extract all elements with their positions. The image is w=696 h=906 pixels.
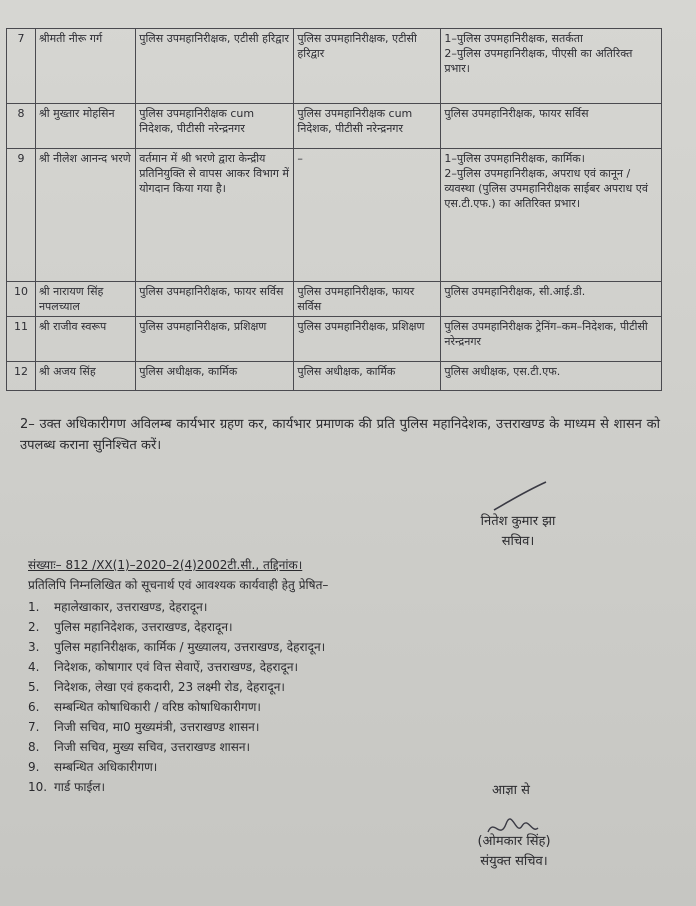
additional-charge-cell (441, 362, 662, 391)
officer-name-cell: श्री राजीव स्वरूप (35, 317, 135, 362)
additional-charge-line: पुलिस उपमहानिरीक्षक, फायर सर्विस (444, 107, 589, 120)
table-body (7, 29, 662, 391)
signature-mark (490, 478, 550, 514)
serial-number-cell: 8 (7, 104, 36, 149)
recipient-text: निदेशक, लेखा एवं हकदारी, 23 लक्ष्मी रोड, देहरादून। (54, 680, 285, 694)
recipient-text: पुलिस महानिरीक्षक, कार्मिक / मुख्यालय, उत्तराखण्ड, देहरादून। (54, 640, 326, 654)
new-post-cell: पुलिस उपमहानिरीक्षक, फायर सर्विस (294, 282, 441, 317)
recipient-text: निदेशक, कोषागार एवं वित्त सेवाऐं, उत्तराखण्ड, देहरादून। (54, 660, 299, 674)
new-post-cell: पुलिस उपमहानिरीक्षक cum निदेशक, पीटीसी नरेन्द्रनगर (294, 104, 441, 149)
recipient-number: 10. (28, 780, 48, 794)
list-item (28, 777, 325, 797)
list-item (28, 617, 325, 637)
additional-charge-line: पुलिस उपमहानिरीक्षक ट्रेनिंग–कम–निदेशक, पीटीसी नरेन्द्रनगर (444, 320, 648, 348)
officer-name-cell: श्री मुख्तार मोहसिन (35, 104, 135, 149)
paragraph-2: 2– उक्त अधिकारीगण अविलम्ब कार्यभार ग्रहण कर, कार्यभार प्रमाणक की प्रति पुलिस महानिदेशक, उत्तराखण्ड के माध्यम से शासन को उपलब्ध कराना सुनिश्चित करें। (20, 417, 660, 453)
officer-name-cell: श्री नारायण सिंह नपलच्याल (35, 282, 135, 317)
list-item (28, 717, 325, 737)
recipient-text: पुलिस महानिदेशक, उत्तराखण्ड, देहरादून। (54, 620, 233, 634)
serial-number-cell: 11 (7, 317, 36, 362)
recipient-number: 9. (28, 760, 40, 774)
current-post-cell: पुलिस उपमहानिरीक्षक cum निदेशक, पीटीसी नरेन्द्रनगर (136, 104, 294, 149)
additional-charge-line: पुलिस उपमहानिरीक्षक, सी.आई.डी. (444, 285, 586, 298)
table-row (7, 29, 662, 104)
recipient-text: सम्बन्धित कोषाधिकारी / वरिष्ठ कोषाधिकारीगण। (54, 700, 261, 714)
new-post-cell: – (294, 149, 441, 282)
signatory-block (448, 512, 588, 552)
list-item (28, 757, 325, 777)
recipient-number: 2. (28, 620, 40, 634)
transfer-orders-table (6, 28, 662, 391)
signatory-2-block (454, 832, 574, 872)
recipient-text: निजी सचिव, मा0 मुख्यमंत्री, उत्तराखण्ड शासन। (54, 720, 260, 734)
order-by-line: आज्ञा से (492, 783, 530, 798)
list-item (28, 677, 325, 697)
additional-charge-cell (441, 149, 662, 282)
additional-charge-line: 1–पुलिस उपमहानिरीक्षक, सतर्कता (444, 32, 583, 45)
list-item (28, 637, 325, 657)
signatory-name: नितेश कुमार झा (480, 514, 556, 529)
signatory-2-designation: संयुक्त सचिव। (480, 854, 548, 869)
current-post-cell: पुलिस उपमहानिरीक्षक, फायर सर्विस (136, 282, 294, 317)
current-post-cell: पुलिस उपमहानिरीक्षक, प्रशिक्षण (136, 317, 294, 362)
current-post-cell: पुलिस उपमहानिरीक्षक, एटीसी हरिद्वार (136, 29, 294, 104)
recipient-text: गार्ड फाईल। (54, 780, 106, 794)
recipient-number: 1. (28, 600, 40, 614)
serial-number-cell: 10 (7, 282, 36, 317)
recipient-number: 3. (28, 640, 40, 654)
recipient-text: महालेखाकार, उत्तराखण्ड, देहरादून। (54, 600, 208, 614)
recipient-list (28, 597, 325, 797)
serial-number-cell: 12 (7, 362, 36, 391)
recipient-number: 6. (28, 700, 40, 714)
recipient-text: निजी सचिव, मुख्य सचिव, उत्तराखण्ड शासन। (54, 740, 251, 754)
memo-reference: संख्याः– 812 /XX(1)–2020–2(4)2002टी.सी., तद्दिनांक। (28, 558, 303, 572)
additional-charge-cell (441, 29, 662, 104)
additional-charge-line: 2–पुलिस उपमहानिरीक्षक, अपराध एवं कानून / व्यवस्था (पुलिस उपमहानिरीक्षक साईबर अपराध एवं एस.टी.एफ.) का अतिरिक्त प्रभार। (444, 167, 648, 210)
recipient-number: 5. (28, 680, 40, 694)
additional-charge-line: 2–पुलिस उपमहानिरीक्षक, पीएसी का अतिरिक्त प्रभार। (444, 47, 633, 75)
additional-charge-cell (441, 104, 662, 149)
serial-number-cell: 7 (7, 29, 36, 104)
list-item (28, 697, 325, 717)
officer-name-cell: श्रीमती नीरू गर्ग (35, 29, 135, 104)
officer-name-cell: श्री नीलेश आनन्द भरणे (35, 149, 135, 282)
table-row (7, 104, 662, 149)
recipient-number: 4. (28, 660, 40, 674)
new-post-cell: पुलिस अधीक्षक, कार्मिक (294, 362, 441, 391)
list-item (28, 597, 325, 617)
recipient-number: 8. (28, 740, 40, 754)
additional-charge-cell (441, 282, 662, 317)
current-post-cell: पुलिस अधीक्षक, कार्मिक (136, 362, 294, 391)
signatory-2-name: (ओमकार सिंह) (477, 834, 551, 849)
table-row (7, 362, 662, 391)
additional-charge-cell (441, 317, 662, 362)
new-post-cell: पुलिस उपमहानिरीक्षक, एटीसी हरिद्वार (294, 29, 441, 104)
signatory-designation: सचिव। (501, 534, 535, 549)
recipient-text: सम्बन्धित अधिकारीगण। (54, 760, 158, 774)
serial-number-cell: 9 (7, 149, 36, 282)
table-row (7, 149, 662, 282)
list-item (28, 737, 325, 757)
table-row (7, 282, 662, 317)
new-post-cell: पुलिस उपमहानिरीक्षक, प्रशिक्षण (294, 317, 441, 362)
list-item (28, 657, 325, 677)
additional-charge-line: पुलिस अधीक्षक, एस.टी.एफ. (444, 365, 561, 378)
table-row (7, 317, 662, 362)
additional-charge-line: 1–पुलिस उपमहानिरीक्षक, कार्मिक। (444, 152, 585, 165)
copy-to-intro: प्रतिलिपि निम्नलिखित को सूचनार्थ एवं आवश्यक कार्यवाही हेतु प्रेषित– (28, 578, 329, 592)
recipient-number: 7. (28, 720, 40, 734)
current-post-cell: वर्तमान में श्री भरणे द्वारा केन्द्रीय प्रतिनियुक्ति से वापस आकर विभाग में योगदान किया गया है। (136, 149, 294, 282)
officer-name-cell: श्री अजय सिंह (35, 362, 135, 391)
